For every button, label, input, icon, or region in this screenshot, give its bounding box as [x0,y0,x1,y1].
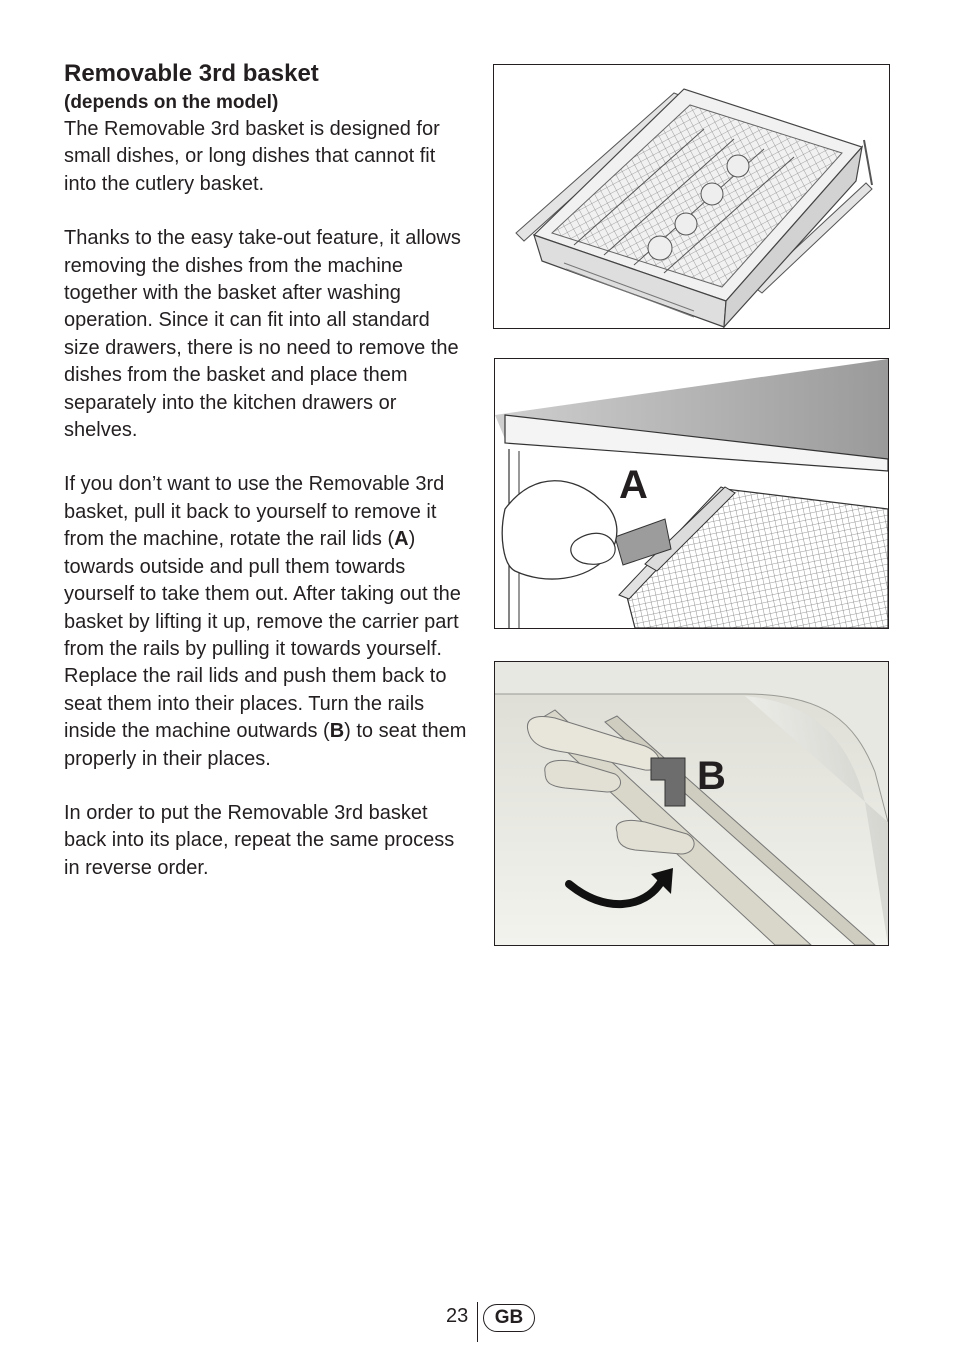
footer-divider [477,1302,478,1342]
basket-illustration [494,65,889,328]
removal-text-2: ) towards outside and pull them towards yourself to take them out. After taking out the basket by lifting it up, remove the carrier part from the rails by pulling it towards yourself. Replace the rail lids and push them back to seat them into their places. Turn the rails inside the machine outwards ( [64,528,461,743]
removal-ref-b: B [329,720,345,743]
removal-text-3: ) to seat them properly in their places. [64,720,467,770]
language-badge: GB [483,1304,535,1332]
paragraph-reinstall: In order to put the Removable 3rd basket back into its place, repeat the same process in reverse order. [64,801,455,879]
page-number: 23 [446,1305,469,1327]
rails-illustration [495,662,888,945]
removal-ref-a: A [394,528,409,551]
figure-rails-outward [494,661,889,946]
text-column [64,58,469,909]
rail-lid-illustration [495,359,888,628]
paragraph-removal-steps [64,471,469,772]
paragraph-takeout-feature: Thanks to the easy take-out feature, it allows removing the dishes from the machine together with the basket after washing operation. Since it can fit into all standard size drawers, there is no need to remove the dishes from the basket and place them separately into the kitchen drawers or shelves. [64,227,461,442]
removal-text-1: If you don’t want to use the Removable 3rd basket, pull it back to yourself to remove it from the machine, rotate the rail lids ( [64,473,445,551]
section-title: Removable 3rd basket [64,60,319,87]
section-subtitle: (depends on the model) [64,92,279,113]
figure-rail-lid-removal [494,358,889,629]
paragraph-intro: The Removable 3rd basket is designed for small dishes, or long dishes that cannot fit into the cutlery basket. [64,118,440,195]
callout-a: A [619,463,648,507]
figure-basket-overview [493,64,890,329]
callout-b: B [697,754,726,798]
